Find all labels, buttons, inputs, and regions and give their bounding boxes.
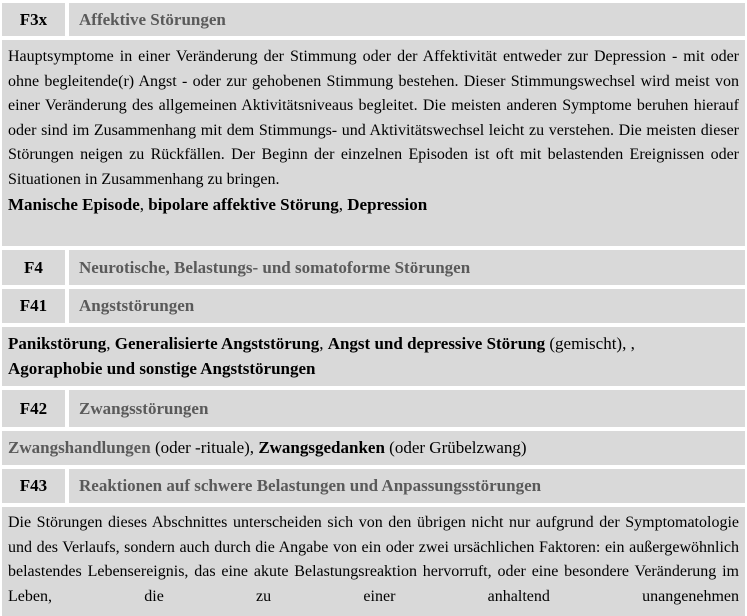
section-code: F4	[24, 257, 43, 277]
term-separator: ,	[338, 195, 348, 214]
section-code: F3x	[19, 9, 48, 29]
section-title: Reaktionen auf schwere Belastungen und Anpassungsstörungen	[79, 476, 542, 495]
term-separator: (gemischt), ,	[545, 334, 635, 353]
section-header-f3x	[2, 3, 745, 36]
term: Panikstörung	[8, 334, 107, 353]
header-divider	[65, 3, 69, 36]
header-divider	[65, 250, 69, 285]
section-title: Affektive Störungen	[79, 9, 226, 29]
section-title: Zwangsstörungen	[79, 398, 209, 418]
term: Depression	[347, 195, 428, 214]
section-code: F42	[19, 398, 48, 418]
section-description: Hauptsymptome in einer Veränderung der Stimmung oder der Affektivität entweder zur Depression - mit oder ohne begleitende(r) Angst - oder zur gehobenen Stimmung bestehen. Dieser Stimmungswechsel wird meist von einer Veränderung des allgemeinen Aktivitätsniveaus begleitet. Die meisten anderen Symptome beruhen hierauf oder sind im Zusammenhang mit dem Stimmungs- und Aktivitätswechsel leicht zu verstehen. Die meisten dieser Störungen neigen zu Rückfällen. Der Beginn der einzelnen Episoden ist oft mit belastenden Ereignissen oder Situationen in Zusammenhang zu bringen.	[8, 48, 739, 188]
term: bipolare affektive Störung	[148, 195, 339, 214]
section-body-f42	[2, 431, 745, 465]
header-divider	[65, 469, 69, 503]
term: Generalisierte Angststörung	[114, 334, 320, 353]
term-separator: ,	[139, 195, 149, 214]
section-header-f41	[2, 289, 745, 323]
term-separator: (oder -rituale),	[150, 438, 259, 457]
section-header-f4	[2, 250, 745, 285]
term: Angst und depressive Störung	[327, 334, 546, 353]
section-terms	[8, 431, 739, 465]
section-header-f42	[2, 390, 745, 427]
term-separator: (oder Grübelzwang)	[384, 438, 527, 457]
section-terms	[8, 193, 739, 218]
section-body-f43	[2, 507, 745, 616]
header-divider	[65, 390, 69, 427]
section-description: Die Störungen dieses Abschnittes unterscheiden sich von den übrigen nicht nur aufgrund der Symptomatologie und des Verlaufs, sondern auch durch die Angabe von ein oder zwei ursächlichen Faktoren: ein außergewöhnlich belastendes Lebensereignis, das eine akute Belastungsreaktion hervorruft, oder eine besondere Veränderung im Leben, die zu einer anhaltend unangenehmen	[8, 514, 739, 605]
term: Zwangshandlungen	[8, 438, 151, 457]
section-header-f43	[2, 469, 745, 503]
term: Manische Episode	[8, 195, 140, 214]
section-body-f41	[2, 327, 745, 386]
term-separator: ,	[319, 334, 328, 353]
header-divider	[65, 289, 69, 323]
section-code: F43	[19, 476, 48, 495]
term-separator: ,	[106, 334, 115, 353]
section-title: Neurotische, Belastungs- und somatoforme Störungen	[79, 257, 471, 277]
section-terms-line2	[8, 357, 739, 382]
section-title: Angststörungen	[79, 296, 195, 315]
section-terms	[8, 332, 739, 357]
term: Zwangsgedanken	[258, 438, 385, 457]
term: Agoraphobie und sonstige Angststörungen	[8, 358, 316, 378]
section-code: F41	[19, 296, 48, 315]
section-body-f3x	[2, 40, 745, 246]
